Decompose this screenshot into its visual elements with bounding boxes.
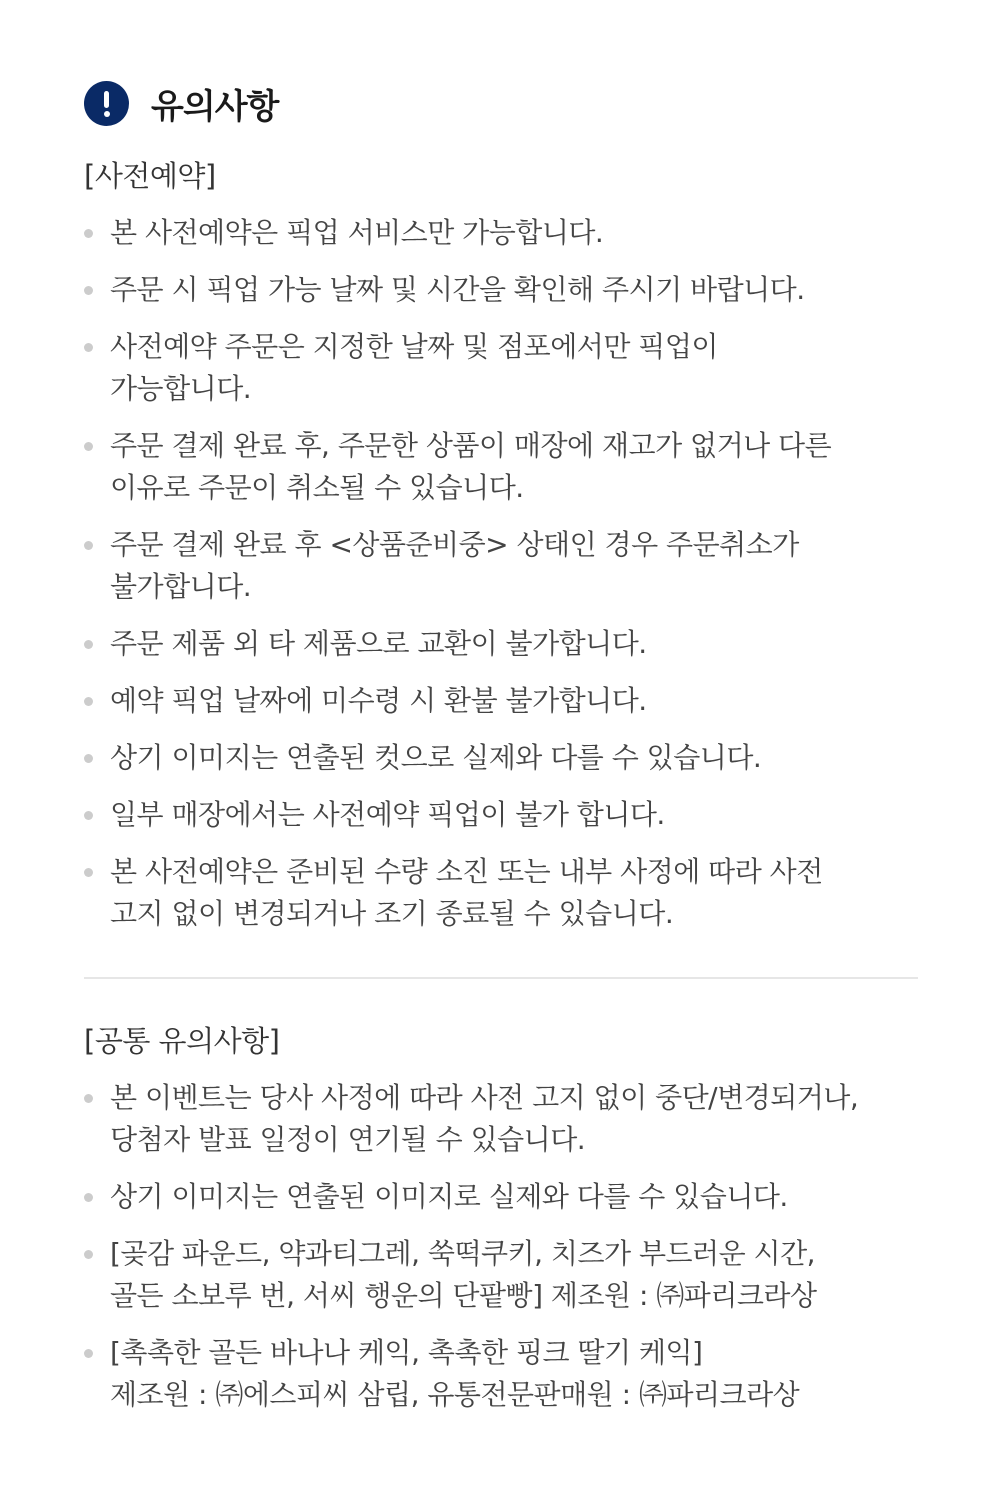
list-item: [촉촉한 골든 바나나 케익, 촉촉한 핑크 딸기 케익] 제조원 : ㈜에스피씨 삼립, 유통전문판매원 : ㈜파리크라상 (84, 1332, 918, 1416)
section-divider (84, 977, 918, 979)
list-item: 본 이벤트는 당사 사정에 따라 사전 고지 없이 중단/변경되거나, 당첨자 발표 일정이 연기될 수 있습니다. (84, 1077, 918, 1161)
common-heading: [공통 유의사항] (84, 1024, 280, 1058)
list-item: 주문 제품 외 타 제품으로 교환이 불가합니다. (84, 623, 918, 665)
list-item: 사전예약 주문은 지정한 날짜 및 점포에서만 픽업이 가능합니다. (84, 326, 918, 410)
notice-title: 유의사항 (151, 86, 279, 127)
list-item: 주문 시 픽업 가능 날짜 및 시간을 확인해 주시기 바랍니다. (84, 269, 918, 311)
exclamation-circle-icon (84, 81, 129, 126)
list-item: [곶감 파운드, 약과티그레, 쑥떡쿠키, 치즈가 부드러운 시간, 골든 소보루 번, 서씨 행운의 단팥빵] 제조원 : ㈜파리크라상 (84, 1233, 918, 1317)
list-item: 주문 결제 완료 후, 주문한 상품이 매장에 재고가 없거나 다른 이유로 주문이 취소될 수 있습니다. (84, 425, 918, 509)
list-item: 상기 이미지는 연출된 이미지로 실제와 다를 수 있습니다. (84, 1176, 918, 1218)
notice-section (84, 78, 918, 1416)
list-item: 본 사전예약은 준비된 수량 소진 또는 내부 사정에 따라 사전 고지 없이 변경되거나 조기 종료될 수 있습니다. (84, 851, 918, 935)
list-item: 상기 이미지는 연출된 컷으로 실제와 다를 수 있습니다. (84, 737, 918, 779)
preorder-heading: [사전예약] (84, 159, 216, 193)
preorder-list (84, 212, 918, 935)
list-item: 일부 매장에서는 사전예약 픽업이 불가 합니다. (84, 794, 918, 836)
list-item: 본 사전예약은 픽업 서비스만 가능합니다. (84, 212, 918, 254)
list-item: 주문 결제 완료 후 <상품준비중> 상태인 경우 주문취소가 불가합니다. (84, 524, 918, 608)
common-list (84, 1077, 918, 1416)
list-item: 예약 픽업 날짜에 미수령 시 환불 불가합니다. (84, 680, 918, 722)
notice-title-row (84, 78, 918, 128)
